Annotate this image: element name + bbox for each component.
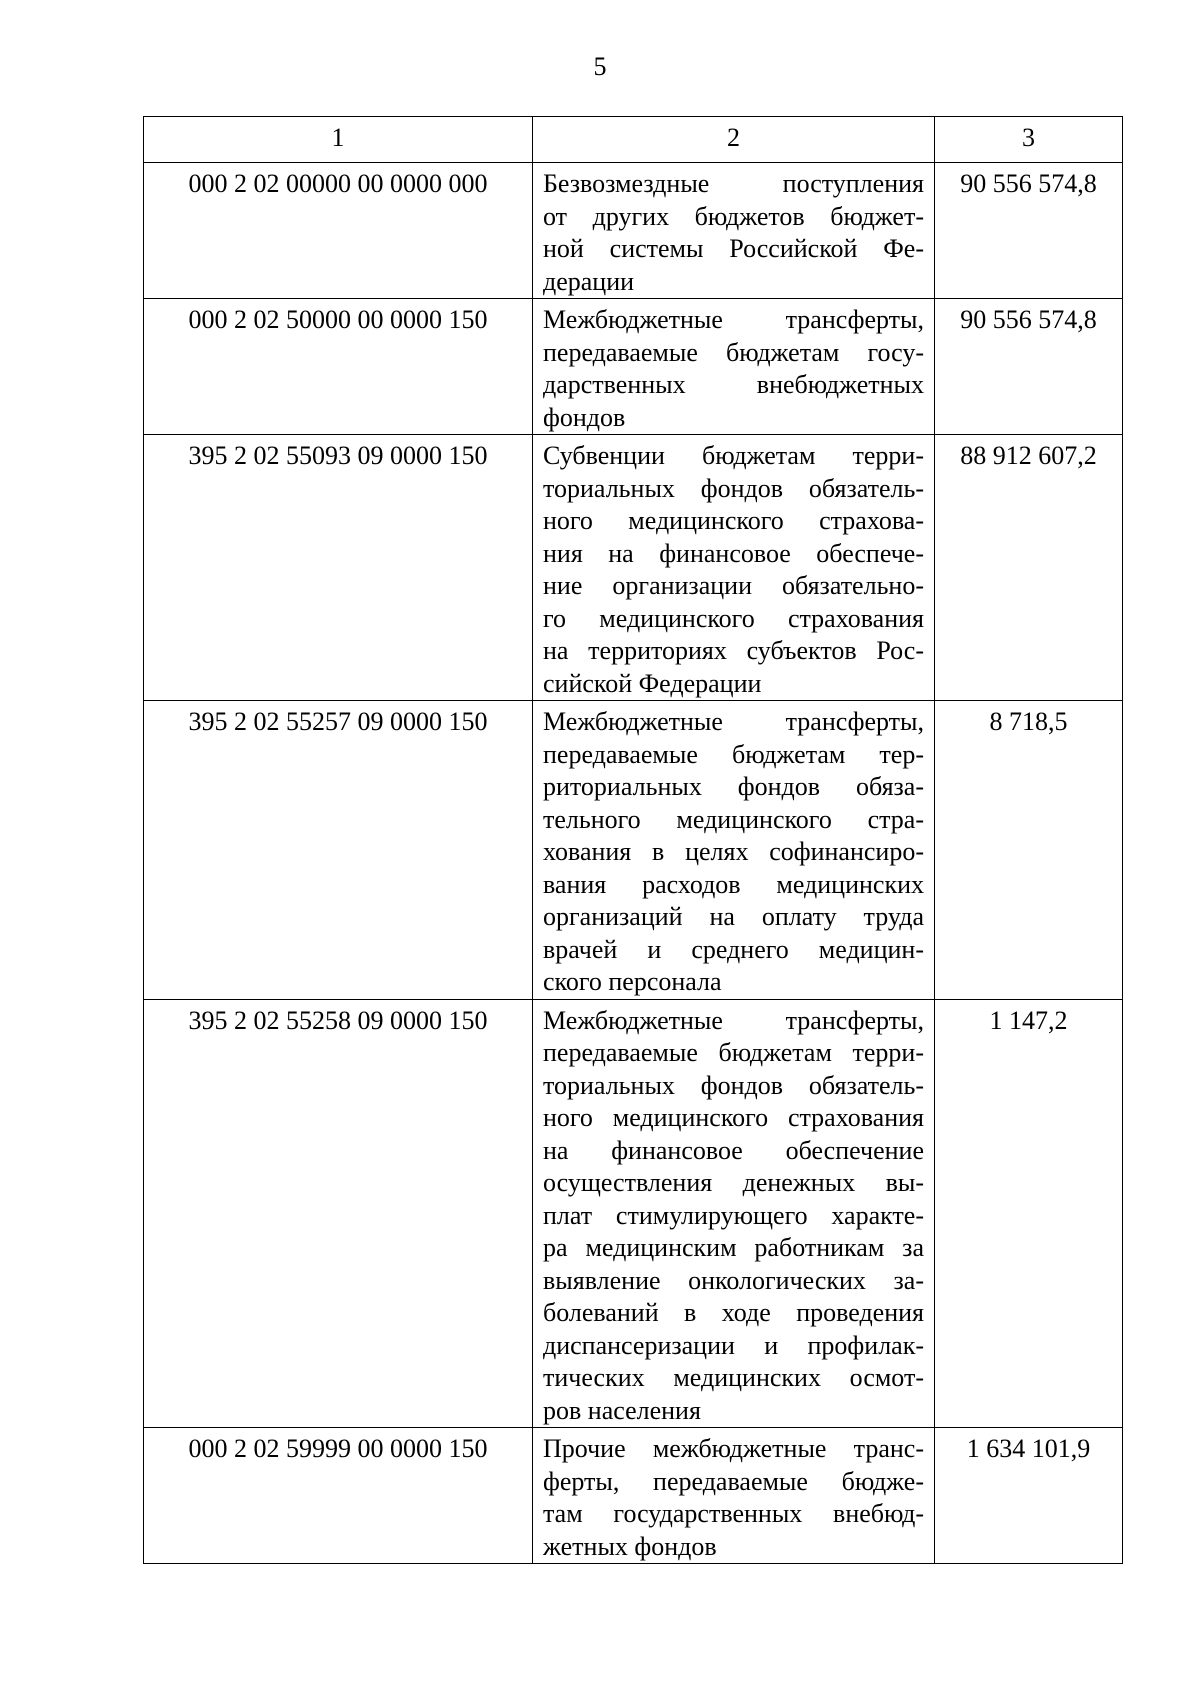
- description-line: выявление онкологических за-: [543, 1265, 924, 1295]
- amount-cell: 8 718,5: [935, 701, 1123, 1000]
- budget-table: [143, 116, 1123, 1564]
- description-line: Межбюджетные трансферты,: [543, 707, 924, 736]
- table-body: [144, 163, 1123, 1564]
- description-cell: [533, 999, 935, 1428]
- description-line: фондов: [543, 402, 626, 432]
- description-cell: [533, 1428, 935, 1564]
- description-line: там государственных внебюд-: [543, 1499, 924, 1528]
- table-row: [144, 999, 1123, 1428]
- budget-code-cell: 000 2 02 00000 00 0000 000: [144, 163, 533, 299]
- description-line: ториальных фондов обязатель-: [543, 1070, 924, 1100]
- table-row: [144, 299, 1123, 435]
- table-row: [144, 1428, 1123, 1564]
- description-line: врачей и среднего медицин-: [543, 934, 924, 964]
- description-line: жетных фондов: [543, 1531, 717, 1561]
- description-line: от других бюджетов бюджет-: [543, 201, 924, 231]
- description-line: ного медицинского страхования: [543, 1103, 924, 1132]
- description-line: на территориях субъектов Рос-: [543, 636, 924, 665]
- column-header-3: 3: [935, 117, 1123, 163]
- amount-cell: 88 912 607,2: [935, 435, 1123, 701]
- description-line: плат стимулирующего характе-: [543, 1200, 924, 1230]
- description-line: вания расходов медицинских: [543, 869, 924, 899]
- description-line: тических медицинских осмот-: [543, 1363, 924, 1392]
- description-line: го медицинского страхования: [543, 603, 924, 633]
- description-line: дерации: [543, 266, 635, 296]
- description-line: сийской Федерации: [543, 668, 762, 698]
- description-cell: [533, 163, 935, 299]
- description-line: организаций на оплату труда: [543, 902, 924, 931]
- column-header-1: 1: [144, 117, 533, 163]
- description-line: ского персонала: [543, 967, 722, 996]
- description-line: Межбюджетные трансферты,: [543, 305, 924, 334]
- description-line: Межбюджетные трансферты,: [543, 1005, 924, 1035]
- description-line: ров населения: [543, 1395, 701, 1425]
- description-line: ния на финансовое обеспече-: [543, 538, 924, 568]
- budget-code-cell: 000 2 02 59999 00 0000 150: [144, 1428, 533, 1564]
- description-line: ториальных фондов обязатель-: [543, 473, 924, 503]
- table-row: [144, 435, 1123, 701]
- description-line: на финансовое обеспечение: [543, 1135, 924, 1165]
- description-line: передаваемые бюджетам госу-: [543, 337, 924, 367]
- description-line: ра медицинским работникам за: [543, 1233, 924, 1262]
- description-line: болеваний в ходе проведения: [543, 1298, 924, 1327]
- description-line: ной системы Российской Фе-: [543, 234, 924, 263]
- description-cell: [533, 435, 935, 701]
- budget-code-cell: 000 2 02 50000 00 0000 150: [144, 299, 533, 435]
- amount-cell: 1 147,2: [935, 999, 1123, 1428]
- description-line: ние организации обязательно-: [543, 571, 924, 600]
- description-line: диспансеризации и профилак-: [543, 1330, 924, 1360]
- description-line: Безвозмездные поступления: [543, 169, 924, 198]
- page-number: 5: [593, 52, 607, 81]
- column-header-2: 2: [533, 117, 935, 163]
- description-cell: [533, 299, 935, 435]
- amount-cell: 90 556 574,8: [935, 163, 1123, 299]
- description-line: хования в целях софинансиро-: [543, 837, 924, 866]
- description-line: передаваемые бюджетам терри-: [543, 1038, 924, 1067]
- amount-cell: 90 556 574,8: [935, 299, 1123, 435]
- description-line: тельного медицинского стра-: [543, 804, 924, 834]
- table-row: [144, 163, 1123, 299]
- description-line: Прочие межбюджетные транс-: [543, 1434, 924, 1463]
- description-line: осуществления денежных вы-: [543, 1168, 924, 1197]
- budget-code-cell: 395 2 02 55258 09 0000 150: [144, 999, 533, 1428]
- amount-cell: 1 634 101,9: [935, 1428, 1123, 1564]
- description-line: дарственных внебюджетных: [543, 370, 924, 399]
- description-line: передаваемые бюджетам тер-: [543, 739, 924, 769]
- description-cell: [533, 701, 935, 1000]
- budget-code-cell: 395 2 02 55257 09 0000 150: [144, 701, 533, 1000]
- table-header-row: [144, 117, 1123, 163]
- description-line: риториальных фондов обяза-: [543, 772, 924, 801]
- table-row: [144, 701, 1123, 1000]
- description-line: Субвенции бюджетам терри-: [543, 441, 924, 470]
- description-line: ного медицинского страхова-: [543, 506, 924, 535]
- budget-code-cell: 395 2 02 55093 09 0000 150: [144, 435, 533, 701]
- description-line: ферты, передаваемые бюдже-: [543, 1466, 924, 1496]
